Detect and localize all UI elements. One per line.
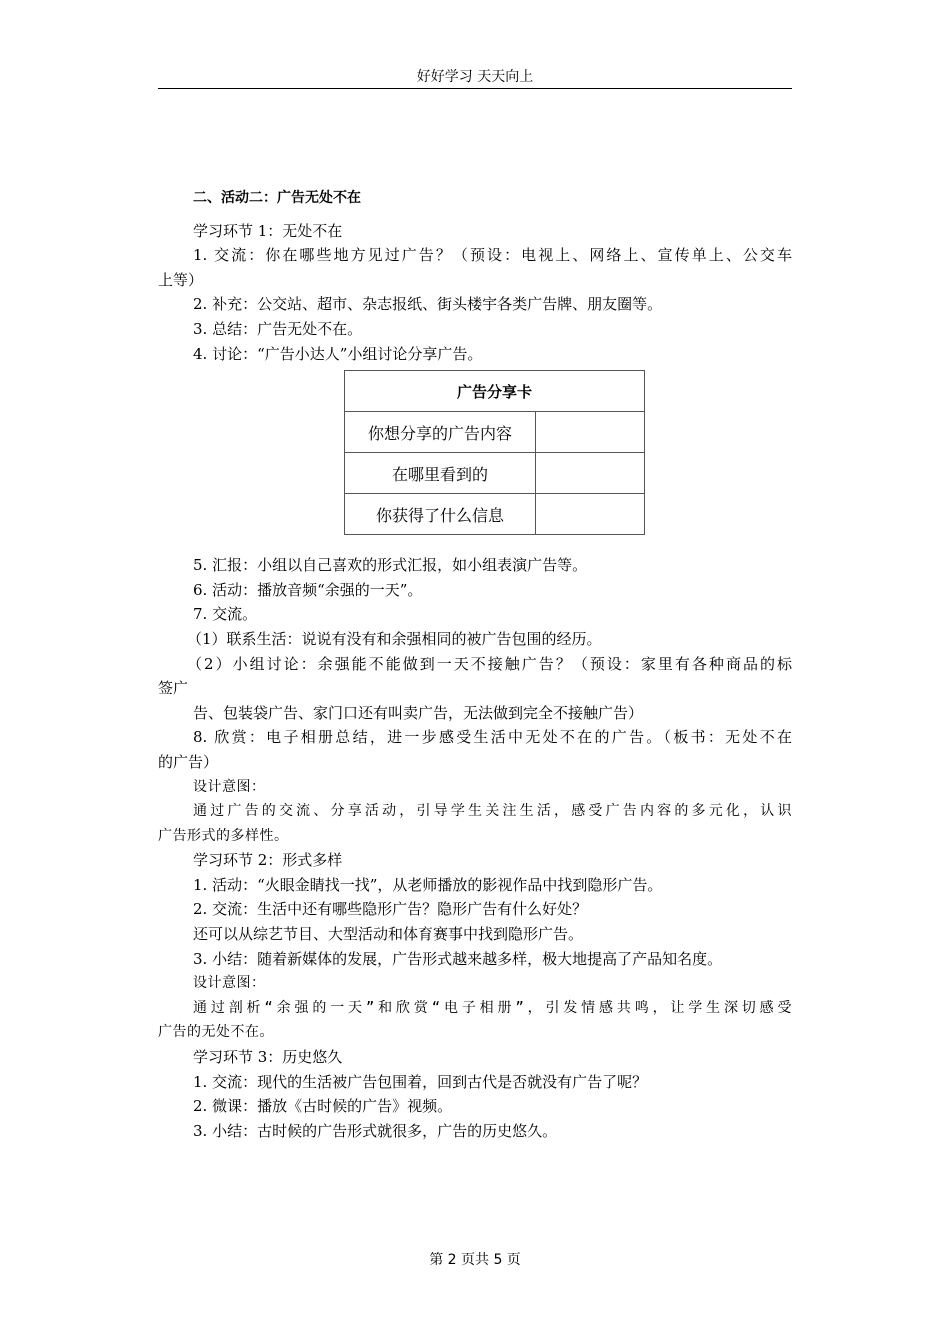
part2-intent-label: 设计意图： xyxy=(193,975,266,992)
card-row-value xyxy=(536,453,645,494)
part2-item-2b: 还可以从综艺节目、大型活动和体育赛事中找到隐形广告。 xyxy=(193,925,584,944)
part3-item-1: 1. 交流：现代的生活被广告包围着，回到古代是否就没有广告了呢？ xyxy=(193,1072,648,1091)
part1-item-2: 2. 补充：公交站、超市、杂志报纸、街头楼宇各类广告牌、朋友圈等。 xyxy=(193,295,663,314)
part2-heading: 学习环节 2：形式多样 xyxy=(193,851,343,870)
card-row-value xyxy=(536,412,645,453)
card-row-label: 你获得了什么信息 xyxy=(345,494,536,535)
card-row-label: 在哪里看到的 xyxy=(345,453,536,494)
page-footer xyxy=(0,1249,950,1269)
part3-item-3: 3. 小结：古时候的广告形式就很多，广告的历史悠久。 xyxy=(193,1121,558,1140)
part1-item-3: 3. 总结：广告无处不在。 xyxy=(193,319,363,338)
part1-item-7: 7. 交流。 xyxy=(193,605,258,624)
part1-item-1b: 上等） xyxy=(158,270,204,289)
header-text: 好好学习 天天向上 xyxy=(416,69,534,85)
part1-item-4: 4. 讨论：“广告小达人”小组讨论分享广告。 xyxy=(193,344,483,363)
part2-item-3: 3. 小结：随着新媒体的发展，广告形式越来越多样，极大地提高了产品知名度。 xyxy=(193,949,723,968)
part1-item-7-2a: （2）小组讨论：余强能不能做到一天不接触广告？（预设：家里有各种商品的标 xyxy=(187,654,792,673)
part2-intent-b: 广告的无处不在。 xyxy=(158,1024,274,1041)
part1-heading: 学习环节 1：无处不在 xyxy=(193,221,343,240)
document-body xyxy=(158,186,792,1143)
part1-intent-label: 设计意图： xyxy=(193,778,266,795)
card-row xyxy=(345,494,645,535)
card-row xyxy=(345,453,645,494)
part1-intent-b: 广告形式的多样性。 xyxy=(158,827,289,844)
part1-item-8b: 的广告） xyxy=(158,752,219,771)
part3-heading: 学习环节 3：历史悠久 xyxy=(193,1048,343,1067)
card-title: 广告分享卡 xyxy=(345,371,645,412)
card-row-label: 你想分享的广告内容 xyxy=(345,412,536,453)
part1-item-7-1: （1）联系生活：说说有没有和余强相同的被广告包围的经历。 xyxy=(187,629,602,648)
card-row xyxy=(345,412,645,453)
part1-item-7-2c: 告、包装袋广告、家门口还有叫卖广告，无法做到完全不接触广告） xyxy=(193,703,644,722)
part1-item-7-2b: 签广 xyxy=(158,679,189,698)
part2-item-1: 1. 活动：“火眼金睛找一找”，从老师播放的影视作品中找到隐形广告。 xyxy=(193,875,663,894)
part1-intent-a: 通过广告的交流、分享活动，引导学生关注生活，感受广告内容的多元化，认识 xyxy=(193,803,792,820)
part2-intent-a: 通过剖析“余强的一天”和欣赏“电子相册”，引发情感共鸣，让学生深切感受 xyxy=(193,999,792,1016)
ad-share-card xyxy=(344,370,645,535)
part3-item-2: 2. 微课：播放《古时候的广告》视频。 xyxy=(193,1097,453,1116)
part2-item-2: 2. 交流：生活中还有哪些隐形广告？隐形广告有什么好处？ xyxy=(193,900,588,919)
part1-item-8a: 8. 欣赏：电子相册总结，进一步感受生活中无处不在的广告。（板书：无处不在 xyxy=(193,728,792,747)
part1-item-5: 5. 汇报：小组以自己喜欢的形式汇报，如小组表演广告等。 xyxy=(193,556,588,575)
page-number: 第 2 页共 5 页 xyxy=(429,1252,521,1268)
card-row-value xyxy=(536,494,645,535)
part1-item-6: 6. 活动：播放音频“余强的一天”。 xyxy=(193,580,423,599)
section-title: 二、活动二：广告无处不在 xyxy=(193,190,361,206)
part1-item-1a: 1. 交流：你在哪些地方见过广告？（预设：电视上、网络上、宣传单上、公交车 xyxy=(193,246,792,265)
page-header xyxy=(158,66,792,89)
